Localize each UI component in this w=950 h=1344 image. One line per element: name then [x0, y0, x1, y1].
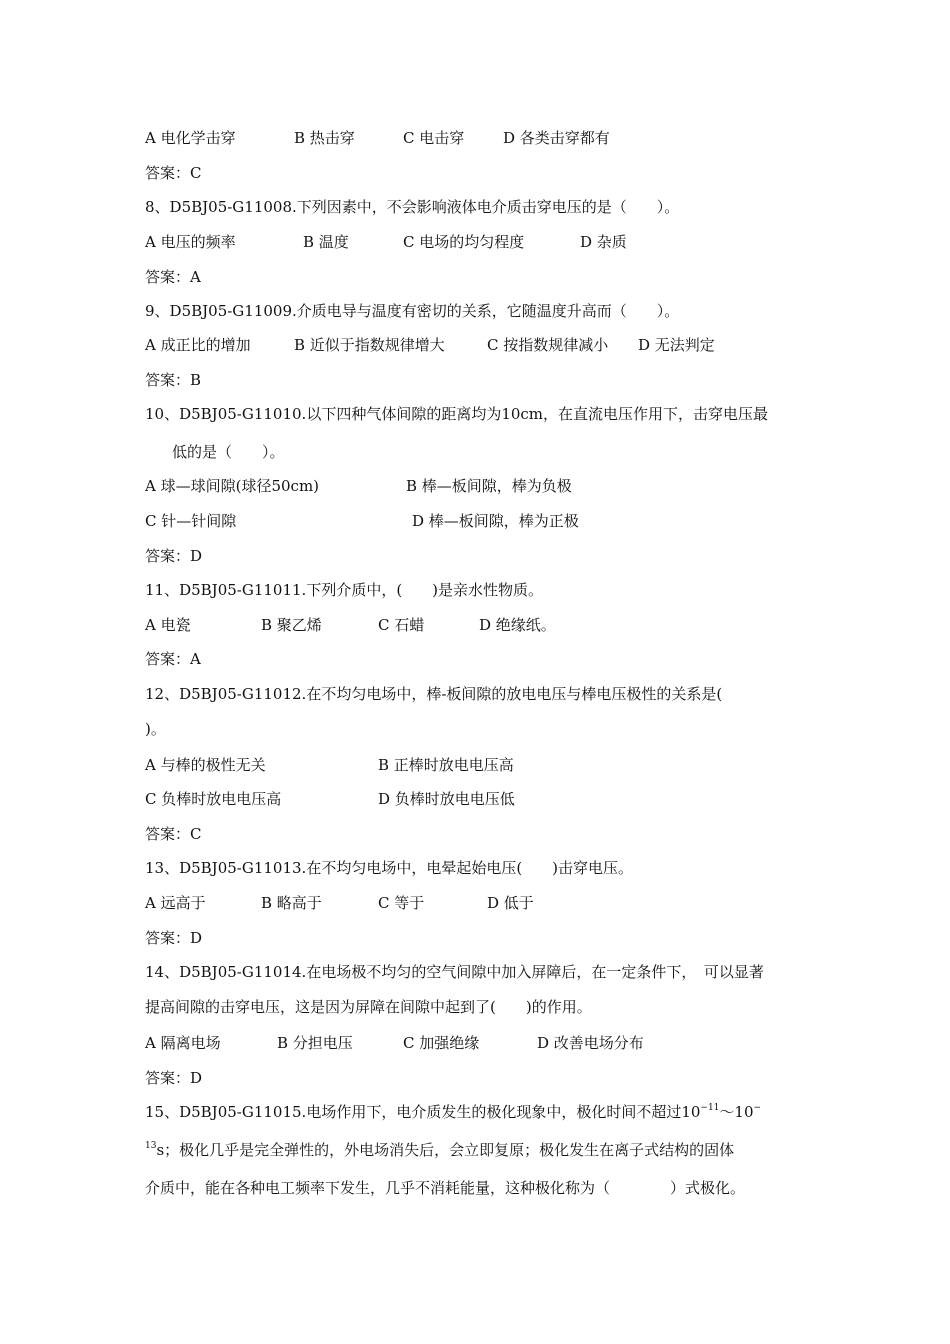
q12-stem-continued: )。	[145, 720, 166, 738]
q8-option-a: A 电压的频率	[145, 233, 236, 251]
q14-option-c: C 加强绝缘	[403, 1034, 480, 1052]
q12-option-c: C 负棒时放电电压高	[145, 790, 282, 808]
q14-option-b: B 分担电压	[277, 1034, 353, 1052]
q12-answer: 答案：C	[145, 825, 202, 843]
q8-option-d: D 杂质	[580, 233, 627, 251]
q11-option-a: A 电瓷	[145, 616, 191, 634]
q9-answer: 答案：B	[145, 371, 202, 389]
q15-stem-range: ～10	[719, 1103, 754, 1121]
q9-option-c: C 按指数规律减小	[487, 336, 609, 354]
q15-stem	[145, 1102, 761, 1122]
q7-option-d: D 各类击穿都有	[503, 129, 610, 147]
q7-option-a: A 电化学击穿	[145, 129, 236, 147]
q13-option-a: A 远高于	[145, 894, 206, 912]
q10-stem: 10、D5BJ05-G11010.以下四种气体间隙的距离均为10cm，在直流电压作用下，击穿电压最	[145, 405, 769, 423]
q9-option-a: A 成正比的增加	[145, 336, 251, 354]
q7-option-c: C 电击穿	[403, 129, 465, 147]
q15-stem-line-2	[145, 1140, 734, 1160]
q10-option-c: C 针—针间隙	[145, 512, 237, 530]
q15-exponent-2: −	[753, 1103, 762, 1113]
q8-option-b: B 温度	[303, 233, 349, 251]
q15-exponent-1: −11	[700, 1103, 720, 1113]
q11-option-c: C 石蜡	[378, 616, 425, 634]
q13-stem: 13、D5BJ05-G11013.在不均匀电场中，电晕起始电压( )击穿电压。	[145, 859, 634, 877]
q10-option-b: B 棒—板间隙，棒为负极	[406, 477, 572, 495]
q14-option-a: A 隔离电场	[145, 1034, 221, 1052]
q8-answer: 答案：A	[145, 268, 201, 286]
q10-option-d: D 棒—板间隙，棒为正极	[412, 512, 579, 530]
q14-stem: 14、D5BJ05-G11014.在电场极不均匀的空气间隙中加入屏障后，在一定条件下， 可以显著	[145, 963, 764, 981]
q11-option-b: B 聚乙烯	[261, 616, 322, 634]
q7-option-b: B 热击穿	[294, 129, 355, 147]
q12-option-b: B 正棒时放电电压高	[378, 756, 514, 774]
q13-option-d: D 低于	[487, 894, 534, 912]
q9-stem: 9、D5BJ05-G11009.介质电导与温度有密切的关系，它随温度升高而（ ）。	[145, 302, 680, 320]
q11-option-d: D 绝缘纸。	[479, 616, 556, 634]
q11-stem: 11、D5BJ05-G11011.下列介质中，( )是亲水性物质。	[145, 581, 544, 599]
q14-stem-continued: 提高间隙的击穿电压，这是因为屏障在间隙中起到了( )的作用。	[145, 998, 592, 1016]
q14-answer: 答案：D	[145, 1069, 203, 1087]
q15-stem-text: 15、D5BJ05-G11015.电场作用下，电介质发生的极化现象中，极化时间不超过10	[145, 1103, 701, 1121]
q13-answer: 答案：D	[145, 929, 203, 947]
q10-stem-continued: 低的是（ ）。	[172, 443, 285, 461]
q15-exponent-3: 13	[145, 1141, 157, 1151]
q13-option-b: B 略高于	[261, 894, 322, 912]
q10-answer: 答案：D	[145, 547, 203, 565]
q8-stem: 8、D5BJ05-G11008.下列因素中，不会影响液体电介质击穿电压的是（ ）。	[145, 198, 680, 216]
q7-answer: 答案：C	[145, 164, 202, 182]
q12-option-d: D 负棒时放电电压低	[378, 790, 515, 808]
q12-stem: 12、D5BJ05-G11012.在不均匀电场中，棒-板间隙的放电电压与棒电压极性的关系是(	[145, 685, 723, 703]
q12-option-a: A 与棒的极性无关	[145, 756, 266, 774]
q14-option-d: D 改善电场分布	[537, 1034, 644, 1052]
q10-option-a: A 球—球间隙(球径50cm)	[145, 477, 320, 495]
q8-option-c: C 电场的均匀程度	[403, 233, 525, 251]
q9-option-d: D 无法判定	[638, 336, 715, 354]
q13-option-c: C 等于	[378, 894, 425, 912]
q11-answer: 答案：A	[145, 650, 201, 668]
q9-option-b: B 近似于指数规律增大	[294, 336, 445, 354]
q15-stem-line-2-text: s；极化几乎是完全弹性的，外电场消失后，会立即复原；极化发生在离子式结构的固体	[156, 1141, 735, 1159]
q15-stem-line-3: 介质中，能在各种电工频率下发生，几乎不消耗能量，这种极化称为（ ）式极化。	[145, 1179, 746, 1197]
